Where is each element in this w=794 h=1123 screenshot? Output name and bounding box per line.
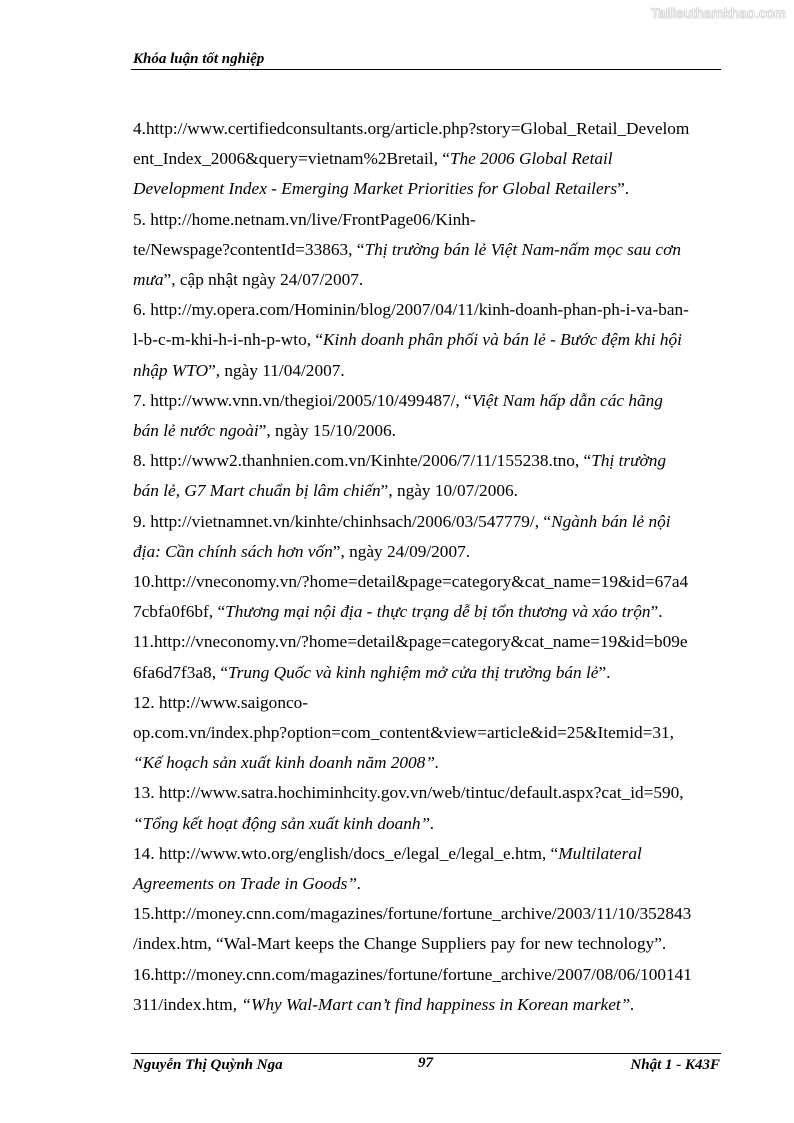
reference-text: 12. http://www.saigonco- — [133, 692, 309, 712]
reference-title-text: Việt Nam hấp dẫn các hãng — [471, 390, 663, 410]
reference-text: ”. — [598, 662, 611, 682]
reference-text: op.com.vn/index.php?option=com_content&view=article&id=25&Itemid=31, — [133, 723, 674, 743]
reference-line — [133, 990, 723, 1020]
reference-text: /index.htm, “Wal-Mart keeps the Change Suppliers pay for new technology”. — [133, 934, 667, 954]
reference-title-text: “Kế hoạch sản xuất kinh doanh năm 2008”. — [133, 753, 440, 773]
reference-title-text: nhập WTO — [133, 360, 209, 380]
reference-line — [133, 567, 723, 597]
reference-item — [133, 446, 723, 506]
reference-title-text: Development Index - Emerging Market Priorities for Global Retailers — [133, 179, 618, 199]
reference-text: 6. http://my.opera.com/Hominin/blog/2007/04/11/kinh-doanh-phan-ph-i-va-ban- — [133, 300, 689, 320]
reference-line — [133, 446, 723, 476]
reference-title-text: Agreements on Trade in Goods”. — [133, 874, 362, 894]
reference-line — [133, 839, 723, 869]
reference-title-text: Thương mại nội địa - thực trạng dễ bị tổn thương và xáo trộn — [225, 602, 651, 622]
reference-text: ent_Index_2006&query=vietnam%2Bretail, “ — [133, 149, 450, 169]
reference-item — [133, 839, 723, 899]
reference-item — [133, 778, 723, 838]
reference-text: 311/index.htm — [133, 994, 233, 1014]
reference-text: 6fa6d7f3a8, “ — [133, 662, 229, 682]
header-divider — [131, 69, 721, 70]
reference-text: 7cbfa0f6bf, “ — [133, 602, 226, 622]
reference-text: 8. http://www2.thanhnien.com.vn/Kinhte/2006/7/11/155238.tno, “ — [133, 451, 592, 471]
reference-text: 9. http://vietnamnet.vn/kinhte/chinhsach/2006/03/547779/, “ — [133, 511, 552, 531]
reference-line — [133, 960, 723, 990]
reference-title-text: bán lẻ nước ngoài — [133, 421, 259, 441]
reference-text: 13. http://www.satra.hochiminhcity.gov.vn/web/tintuc/default.aspx?cat_id=590, — [133, 783, 684, 803]
reference-text: 14. http://www.wto.org/english/docs_e/legal_e/legal_e.htm, “ — [133, 843, 559, 863]
reference-title-text: mưa — [133, 270, 164, 290]
reference-line — [133, 507, 723, 537]
reference-item — [133, 295, 723, 386]
reference-list — [133, 114, 723, 1020]
reference-item — [133, 688, 723, 779]
reference-title-text: , “Why Wal-Mart can’t find happiness in Korean market”. — [232, 994, 635, 1014]
reference-line — [133, 205, 723, 235]
reference-line — [133, 114, 723, 144]
watermark: Tailieuthamkhao.com — [650, 5, 786, 21]
reference-line — [133, 295, 723, 325]
reference-item — [133, 627, 723, 687]
reference-title-text: địa: Cần chính sách hơn vốn — [133, 541, 333, 561]
reference-title-text: Trung Quốc và kinh nghiệm mở cửa thị trường bán lẻ — [228, 662, 599, 682]
reference-line — [133, 748, 723, 778]
reference-line — [133, 929, 723, 959]
page-number: 97 — [418, 1055, 433, 1071]
footer-class-code: Nhật 1 - K43F — [630, 1057, 720, 1073]
reference-line — [133, 869, 723, 899]
reference-line — [133, 174, 723, 204]
reference-title-text: Ngành bán lẻ nội — [551, 511, 671, 531]
reference-text: ”, ngày 15/10/2006. — [258, 421, 396, 441]
reference-line — [133, 688, 723, 718]
reference-line — [133, 144, 723, 174]
reference-line — [133, 778, 723, 808]
reference-item — [133, 386, 723, 446]
reference-line — [133, 476, 723, 506]
reference-text: ”, ngày 11/04/2007. — [208, 360, 345, 380]
reference-title-text: bán lẻ, G7 Mart chuẩn bị lâm chiến — [133, 481, 381, 501]
reference-line — [133, 537, 723, 567]
reference-item — [133, 567, 723, 627]
reference-line — [133, 235, 723, 265]
reference-line — [133, 809, 723, 839]
reference-text: ”, ngày 24/09/2007. — [332, 541, 471, 561]
reference-line — [133, 597, 723, 627]
reference-text: 4.http://www.certifiedconsultants.org/article.php?story=Global_Retail_Develom — [133, 119, 690, 138]
reference-text: ”, cập nhật ngày 24/07/2007. — [163, 270, 364, 290]
reference-text: 10.http://vneconomy.vn/?home=detail&page=category&cat_name=19&id=67a4 — [133, 572, 689, 592]
reference-line — [133, 658, 723, 688]
reference-item — [133, 960, 723, 1020]
footer-author: Nguyễn Thị Quỳnh Nga — [133, 1057, 283, 1073]
reference-text: 11.http://vneconomy.vn/?home=detail&page=category&cat_name=19&id=b09e — [133, 632, 688, 652]
reference-text: 15.http://money.cnn.com/magazines/fortune/fortune_archive/2003/11/10/352843 — [133, 904, 692, 924]
reference-text: 7. http://www.vnn.vn/thegioi/2005/10/499487/, “ — [133, 390, 472, 410]
reference-line — [133, 627, 723, 657]
reference-title-text: Thị trường — [591, 451, 667, 471]
reference-text: l-b-c-m-khi-h-i-nh-p-wto, “ — [133, 330, 324, 350]
footer-divider — [131, 1053, 721, 1054]
reference-item — [133, 899, 723, 959]
reference-line — [133, 386, 723, 416]
reference-title-text: Multilateral — [558, 843, 642, 863]
reference-title-text: Kinh doanh phân phối và bán lẻ - Bước đệm khi hội — [323, 330, 682, 350]
reference-item — [133, 114, 723, 205]
reference-title-text: “Tổng kết hoạt động sản xuất kinh doanh”. — [133, 813, 435, 833]
reference-line — [133, 356, 723, 386]
header-title: Khóa luận tốt nghiệp — [133, 51, 265, 67]
reference-line — [133, 416, 723, 446]
reference-line — [133, 899, 723, 929]
reference-text: te/Newspage?contentId=33863, “ — [133, 239, 365, 259]
reference-text: 16.http://money.cnn.com/magazines/fortune/fortune_archive/2007/08/06/100141 — [133, 964, 692, 984]
reference-text: 5. http://home.netnam.vn/live/FrontPage06/Kinh- — [133, 209, 476, 229]
reference-line — [133, 325, 723, 355]
reference-line — [133, 718, 723, 748]
reference-item — [133, 205, 723, 296]
reference-title-text: The 2006 Global Retail — [449, 149, 613, 169]
reference-text: ”. — [617, 179, 630, 199]
reference-text: ”. — [650, 602, 663, 622]
reference-text: ”, ngày 10/07/2006. — [380, 481, 518, 501]
reference-line — [133, 265, 723, 295]
reference-item — [133, 507, 723, 567]
reference-title-text: Thị trường bán lẻ Việt Nam-nấm mọc sau cơn — [364, 239, 681, 259]
